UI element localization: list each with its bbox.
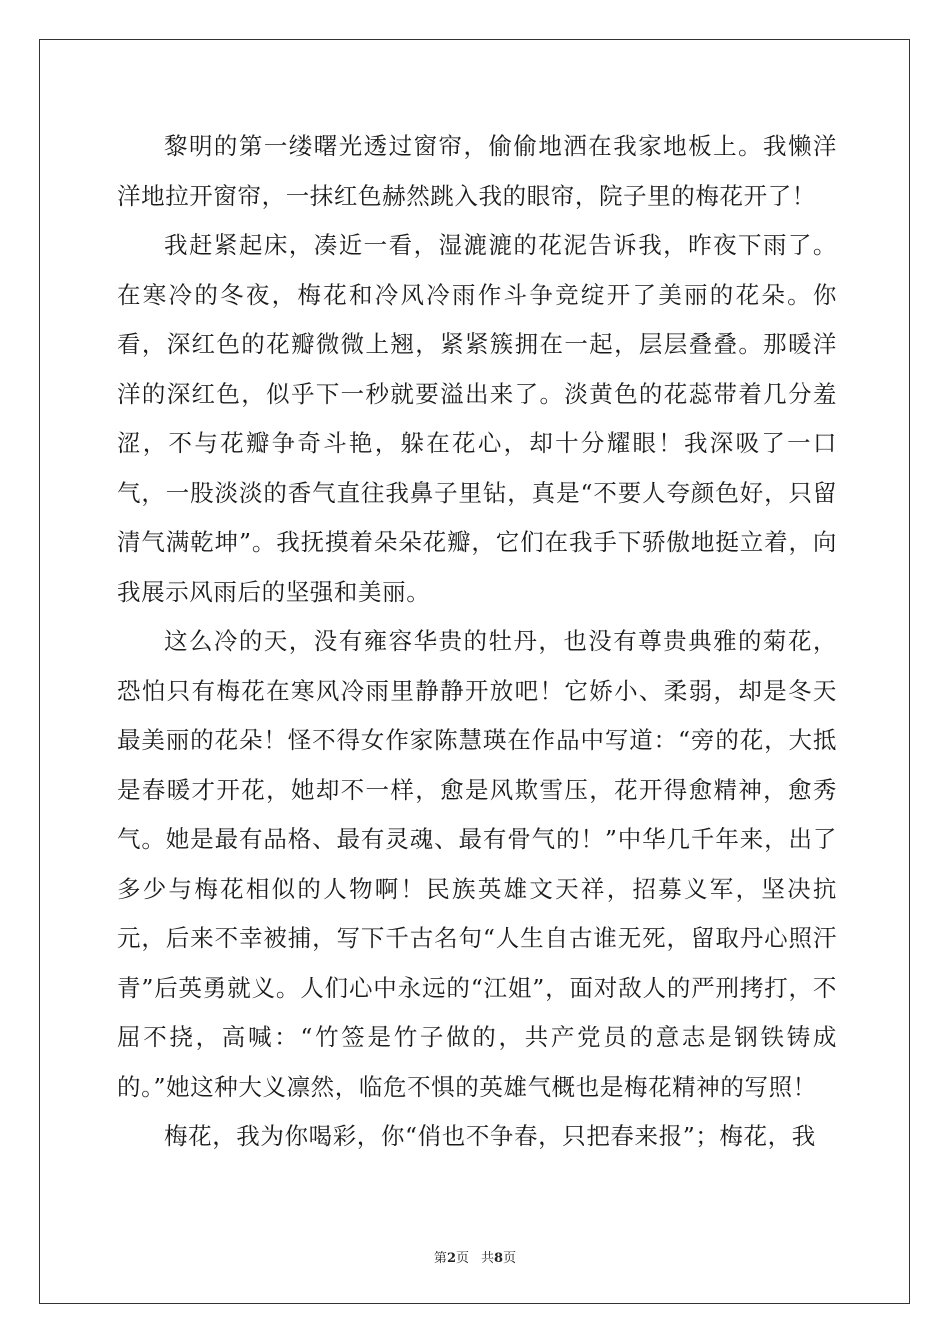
- paragraph: 我赶紧起床，凑近一看，湿漉漉的花泥告诉我，昨夜下雨了。在寒冷的冬夜，梅花和冷风冷雨作斗争竞绽开了美丽的花朵。你看，深红色的花瓣微微上翘，紧紧簇拥在一起，层层叠叠。那暖洋洋的深红色，似乎下一秒就要溢出来了。淡黄色的花蕊带着几分羞涩，不与花瓣争奇斗艳，躲在花心，却十分耀眼！我深吸了一口气，一股淡淡的香气直往我鼻子里钻，真是“不要人夸颜色好，只留清气满乾坤”。我抚摸着朵朵花瓣，它们在我手下骄傲地挺立着，向我展示风雨后的坚强和美丽。: [117, 231, 837, 606]
- paragraph: 梅花，我为你喝彩，你“俏也不争春，只把春来报”；梅花，我: [164, 1122, 816, 1150]
- page-indicator: [434, 1251, 469, 1266]
- page-prefix: 第: [433, 1251, 447, 1266]
- page-footer: [0, 1247, 950, 1266]
- page-number: 2: [446, 1251, 456, 1266]
- total-prefix: 共: [481, 1251, 495, 1266]
- total-pages: 8: [494, 1251, 504, 1266]
- paragraph: 这么冷的天，没有雍容华贵的牡丹，也没有尊贵典雅的菊花，恐怕只有梅花在寒风冷雨里静静开放吧！它娇小、柔弱，却是冬天最美丽的花朵！怪不得女作家陈慧瑛在作品中写道：“旁的花，大抵是春暖才开花，她却不一样，愈是风欺雪压，花开得愈精神，愈秀气。她是最有品格、最有灵魂、最有骨气的！”中华几千年来，出了多少与梅花相似的人物啊！民族英雄文天祥，招募义军，坚决抗元，后来不幸被捕，写下千古名句“人生自古谁无死，留取丹心照汗青”后英勇就义。人们心中永远的“江姐”，面对敌人的严刑拷打，不屈不挠，高喊：“竹签是竹子做的，共产党员的意志是钢铁铸成的。”她这种大义凛然，临危不惧的英雄气概也是梅花精神的写照！: [117, 627, 837, 1101]
- page-suffix: 页: [455, 1251, 469, 1266]
- document-body: [117, 122, 837, 1162]
- total-pages-indicator: [481, 1251, 516, 1266]
- paragraph: 黎明的第一缕曙光透过窗帘，偷偷地洒在我家地板上。我懒洋洋地拉开窗帘，一抹红色赫然跳入我的眼帘，院子里的梅花开了！: [117, 132, 837, 210]
- total-suffix: 页: [503, 1251, 517, 1266]
